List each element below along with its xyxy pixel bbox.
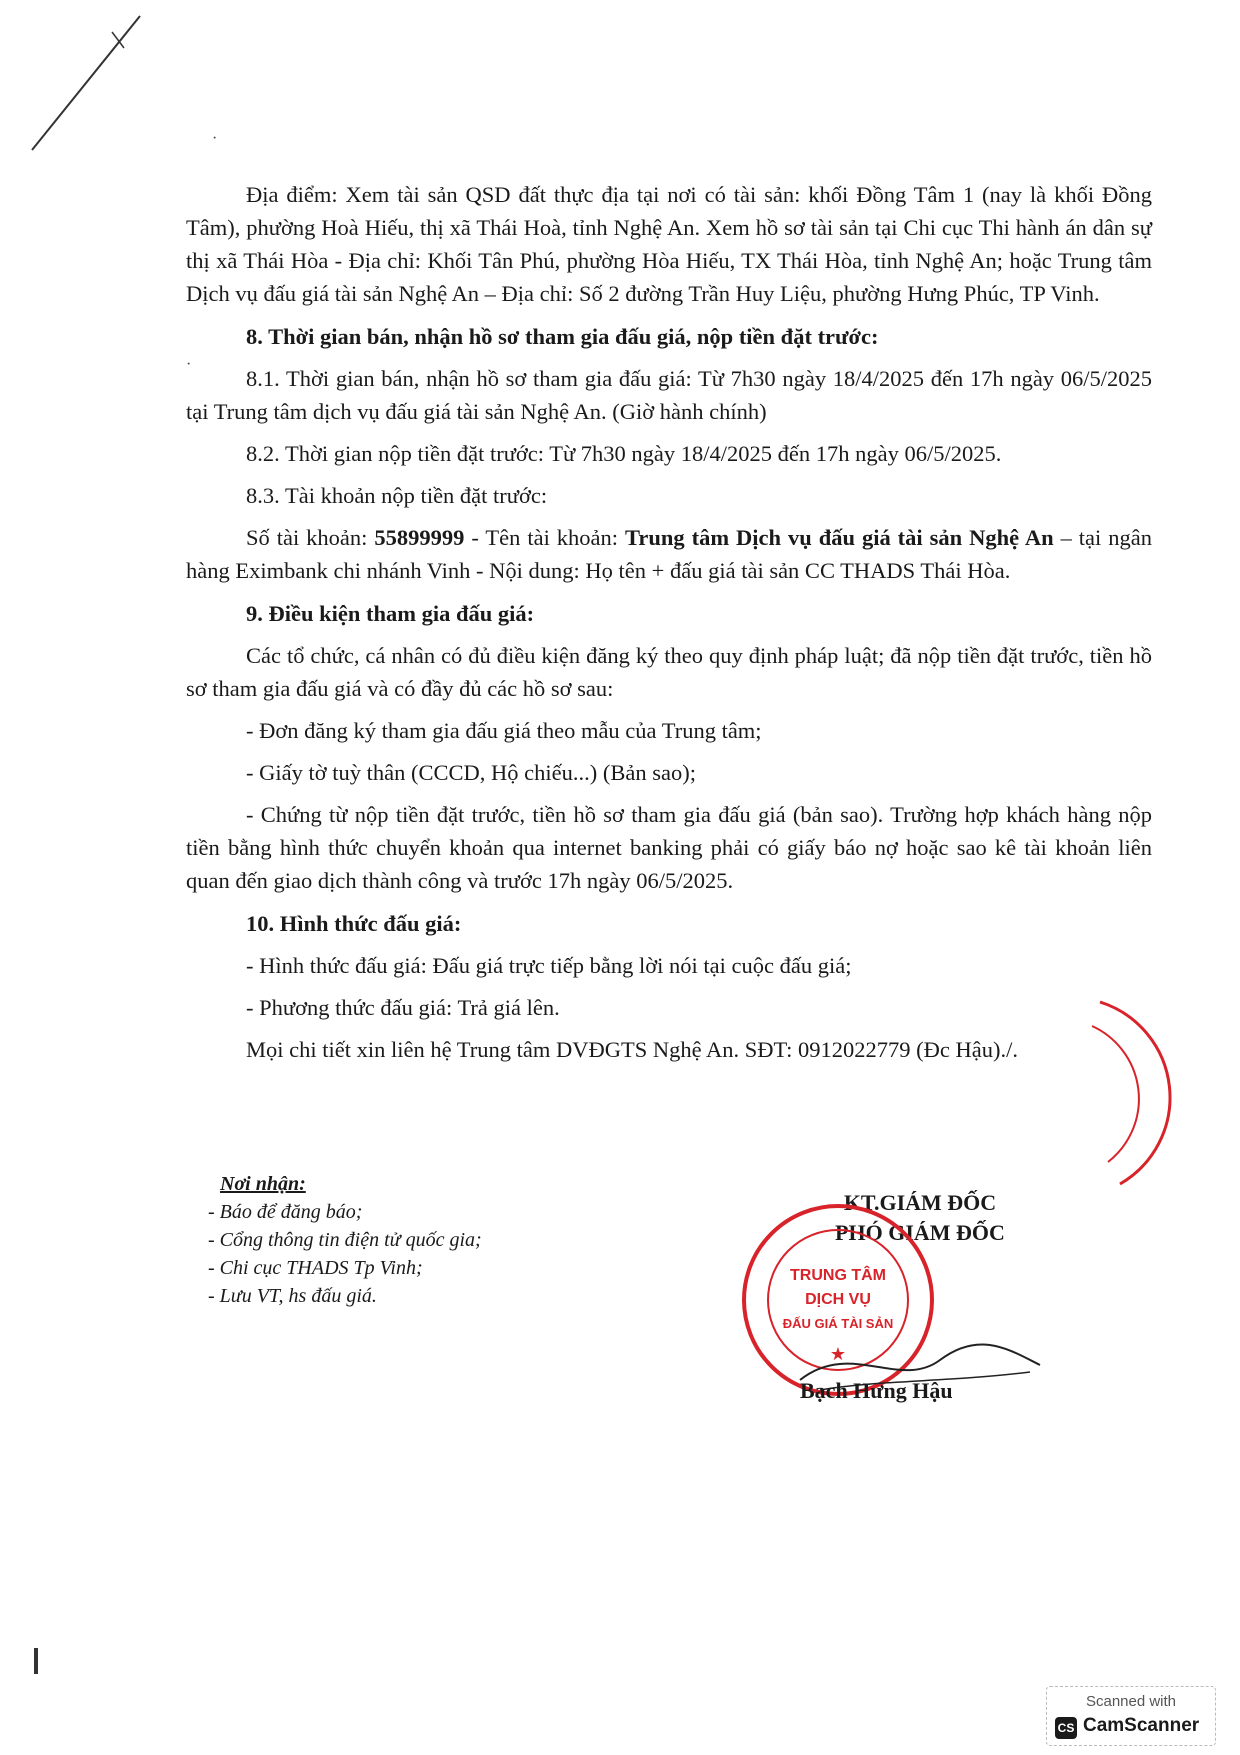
contact-paragraph: Mọi chi tiết xin liên hệ Trung tâm DVĐGTS Nghệ An. SĐT: 0912022779 (Đc Hậu)./. [246,1037,1018,1062]
requirement-item: - Chứng từ nộp tiền đặt trước, tiền hồ sơ tham gia đấu giá (bản sao). Trường hợp khách hàng nộp tiền bằng hình thức chuyển khoản qua internet banking phải có giấy báo nợ hoặc sao kê tài khoản liên quan đến giao dịch thành công và trước 17h ngày 06/5/2025. [186,802,1152,893]
recipient-item: - Báo để đăng báo; [208,1201,363,1223]
camscanner-badge [1046,1686,1216,1746]
signature-title-1: KT.GIÁM ĐỐC [843,1190,997,1215]
location-paragraph: Địa điểm: Xem tài sản QSD đất thực địa tại nơi có tài sản: khối Đồng Tâm 1 (nay là khối Đồng Tâm), phường Hoà Hiếu, thị xã Thái Hoà, tỉnh Nghệ An. Xem hồ sơ tài sản tại Chi cục Thi hành án dân sự thị xã Thái Hòa - Địa chỉ: Khối Tân Phú, phường Hòa Hiếu, TX Thái Hòa, tỉnh Nghệ An; hoặc Trung tâm Dịch vụ đấu giá tài sản Nghệ An – Địa chỉ: Số 2 đường Trần Huy Liệu, phường Hưng Phúc, TP Vinh. [186,182,1152,306]
section10-heading: 10. Hình thức đấu giá: [246,911,462,936]
section8-heading: 8. Thời gian bán, nhận hồ sơ tham gia đấu giá, nộp tiền đặt trước: [246,324,879,349]
scanned-with-label: Scanned with [1085,1693,1177,1710]
section9-heading: 9. Điều kiện tham gia đấu giá: [246,601,535,626]
recipient-item: - Chi cục THADS Tp Vinh; [208,1257,423,1279]
seal-line-2: DỊCH VỤ [805,1291,871,1308]
account-number: 55899999 [374,525,465,550]
scan-edge-mark [34,1648,38,1674]
seal-line-1: TRUNG TÂM [790,1267,886,1284]
recipient-item: - Cổng thông tin điện tử quốc gia; [208,1229,482,1251]
auction-form-item: - Hình thức đấu giá: Đấu giá trực tiếp bằng lời nói tại cuộc đấu giá; [246,953,852,978]
svg-text:★: ★ [829,1344,847,1365]
document-body [186,178,1152,1066]
section8-3: 8.3. Tài khoản nộp tiền đặt trước: [246,483,548,508]
seal-line-3: ĐẤU GIÁ TÀI SẢN [782,1316,894,1331]
auction-form-item: - Phương thức đấu giá: Trả giá lên. [246,995,560,1020]
partial-stamp [1080,998,1200,1188]
account-rest: – tại ngân hàng Eximbank chi nhánh Vinh - Nội dung: Họ tên + đấu giá tài sản CC THADS Thái Hòa. [186,525,1152,583]
section9-intro: Các tổ chức, cá nhân có đủ điều kiện đăng ký theo quy định pháp luật; đã nộp tiền đặt trước, tiền hồ sơ tham gia đấu giá và có đầy đủ các hồ sơ sau: [186,643,1152,701]
camscanner-name: CamScanner [1083,1715,1200,1736]
recipients-title: Nơi nhận: [220,1173,306,1195]
signer-name: Bạch Hưng Hậu [800,1378,953,1403]
account-name: Trung tâm Dịch vụ đấu giá tài sản Nghệ An [625,525,1054,550]
scan-speck: · [186,356,192,373]
account-name-label: - Tên tài khoản: [464,525,626,550]
camscanner-logo-icon: CS [1055,1717,1077,1739]
scan-speck: · [212,130,218,147]
corner-scan-mark [0,0,160,170]
recipients-block [208,1170,628,1310]
recipient-item: - Lưu VT, hs đấu giá. [208,1285,377,1307]
account-info [186,521,1152,587]
requirement-item: - Giấy tờ tuỳ thân (CCCD, Hộ chiếu...) (Bản sao); [246,760,696,785]
section8-2: 8.2. Thời gian nộp tiền đặt trước: Từ 7h30 ngày 18/4/2025 đến 17h ngày 06/5/2025. [246,441,1002,466]
signature-title-2: PHÓ GIÁM ĐỐC [835,1220,1005,1245]
section8-1: 8.1. Thời gian bán, nhận hồ sơ tham gia đấu giá: Từ 7h30 ngày 18/4/2025 đến 17h ngày 06/5/2025 tại Trung tâm dịch vụ đấu giá tài sản Nghệ An. (Giờ hành chính) [186,366,1152,424]
requirement-item: - Đơn đăng ký tham gia đấu giá theo mẫu của Trung tâm; [246,718,762,743]
account-label: Số tài khoản: [246,525,375,550]
